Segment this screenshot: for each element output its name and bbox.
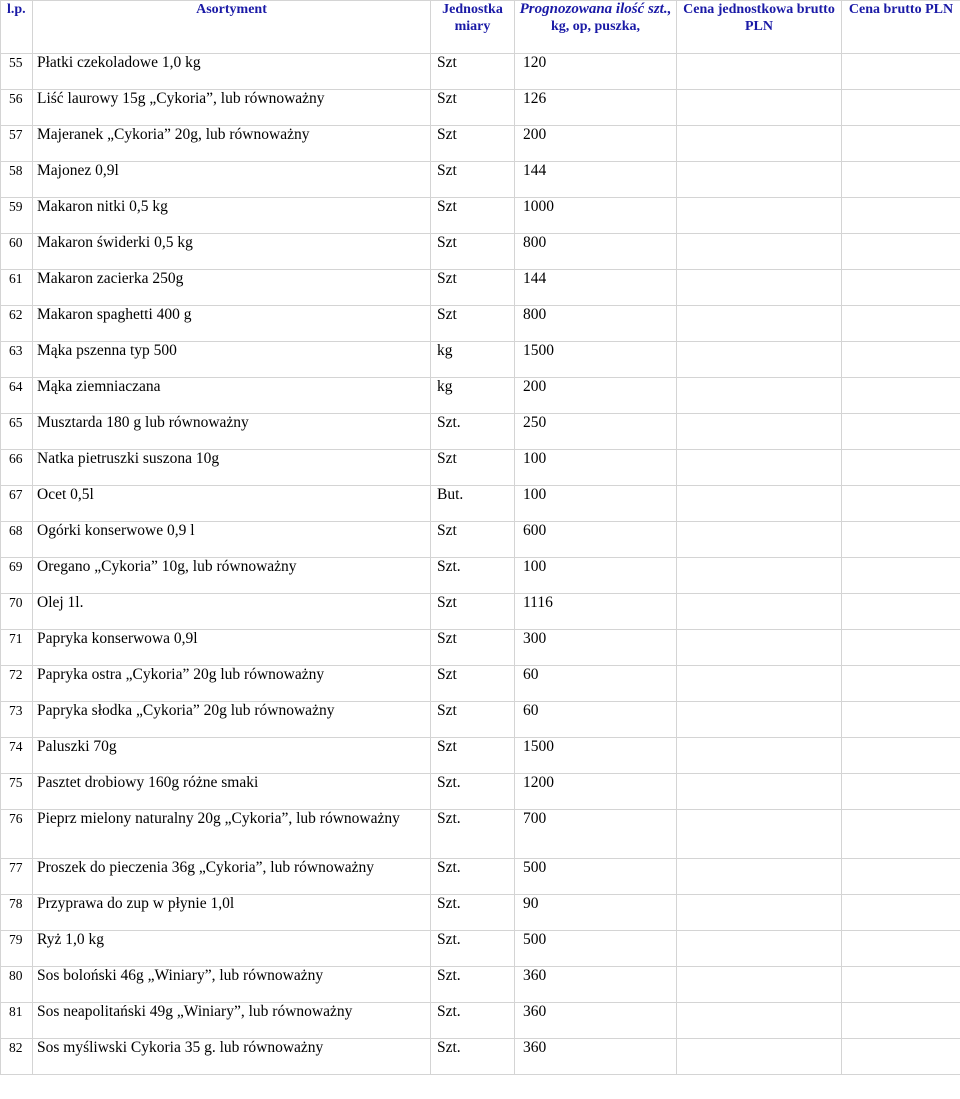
row-unit: Szt	[431, 702, 515, 738]
row-assortment: Paluszki 70g	[33, 738, 431, 774]
row-unit-price	[677, 126, 842, 162]
row-assortment: Natka pietruszki suszona 10g	[33, 450, 431, 486]
row-number: 79	[1, 931, 33, 967]
row-number: 55	[1, 54, 33, 90]
row-assortment: Musztarda 180 g lub równoważny	[33, 414, 431, 450]
row-assortment: Oregano „Cykoria” 10g, lub równoważny	[33, 558, 431, 594]
row-total-price	[842, 342, 960, 378]
row-assortment: Makaron nitki 0,5 kg	[33, 198, 431, 234]
row-unit-price	[677, 342, 842, 378]
row-unit-price	[677, 378, 842, 414]
row-unit-price	[677, 54, 842, 90]
header-total-price: Cena brutto PLN	[842, 1, 960, 54]
row-unit-price	[677, 967, 842, 1003]
row-unit-price	[677, 594, 842, 630]
row-forecast-qty: 800	[515, 234, 677, 270]
row-forecast-qty: 1000	[515, 198, 677, 234]
row-unit: kg	[431, 378, 515, 414]
table-row	[1, 450, 960, 486]
row-unit: Szt.	[431, 558, 515, 594]
row-assortment: Pasztet drobiowy 160g różne smaki	[33, 774, 431, 810]
row-assortment: Przyprawa do zup w płynie 1,0l	[33, 895, 431, 931]
row-total-price	[842, 1039, 960, 1075]
table-row	[1, 306, 960, 342]
row-unit: Szt	[431, 234, 515, 270]
row-total-price	[842, 738, 960, 774]
row-assortment: Makaron świderki 0,5 kg	[33, 234, 431, 270]
row-number: 72	[1, 666, 33, 702]
row-unit: Szt	[431, 306, 515, 342]
row-number: 59	[1, 198, 33, 234]
row-unit-price	[677, 270, 842, 306]
row-unit-price	[677, 630, 842, 666]
row-total-price	[842, 967, 960, 1003]
row-number: 67	[1, 486, 33, 522]
row-forecast-qty: 360	[515, 1003, 677, 1039]
row-unit: kg	[431, 342, 515, 378]
row-number: 66	[1, 450, 33, 486]
row-forecast-qty: 100	[515, 450, 677, 486]
row-total-price	[842, 378, 960, 414]
table-row	[1, 702, 960, 738]
table-row	[1, 54, 960, 90]
row-assortment: Olej 1l.	[33, 594, 431, 630]
row-unit: Szt.	[431, 810, 515, 859]
header-unit: Jednostka miary	[431, 1, 515, 54]
row-forecast-qty: 360	[515, 967, 677, 1003]
row-assortment: Ocet 0,5l	[33, 486, 431, 522]
table-row	[1, 342, 960, 378]
row-total-price	[842, 859, 960, 895]
row-unit: Szt.	[431, 859, 515, 895]
row-total-price	[842, 270, 960, 306]
table-row	[1, 558, 960, 594]
row-number: 74	[1, 738, 33, 774]
row-unit: But.	[431, 486, 515, 522]
row-number: 70	[1, 594, 33, 630]
table-row	[1, 1003, 960, 1039]
row-unit: Szt.	[431, 1003, 515, 1039]
row-total-price	[842, 594, 960, 630]
row-number: 61	[1, 270, 33, 306]
row-assortment: Papryka słodka „Cykoria” 20g lub równoważny	[33, 702, 431, 738]
header-forecast-qty-line2: kg, op, puszka,	[550, 19, 641, 34]
row-total-price	[842, 486, 960, 522]
row-number: 78	[1, 895, 33, 931]
table-row	[1, 378, 960, 414]
row-unit-price	[677, 1039, 842, 1075]
row-total-price	[842, 198, 960, 234]
row-forecast-qty: 1116	[515, 594, 677, 630]
table-row	[1, 967, 960, 1003]
row-forecast-qty: 800	[515, 306, 677, 342]
row-unit-price	[677, 810, 842, 859]
row-number: 68	[1, 522, 33, 558]
row-forecast-qty: 250	[515, 414, 677, 450]
row-unit-price	[677, 486, 842, 522]
row-assortment: Majeranek „Cykoria” 20g, lub równoważny	[33, 126, 431, 162]
table-row	[1, 666, 960, 702]
row-number: 65	[1, 414, 33, 450]
row-unit: Szt	[431, 450, 515, 486]
row-assortment: Sos neapolitański 49g „Winiary”, lub równoważny	[33, 1003, 431, 1039]
row-total-price	[842, 774, 960, 810]
row-number: 82	[1, 1039, 33, 1075]
row-forecast-qty: 120	[515, 54, 677, 90]
row-forecast-qty: 200	[515, 378, 677, 414]
row-unit-price	[677, 558, 842, 594]
row-total-price	[842, 666, 960, 702]
row-unit: Szt.	[431, 774, 515, 810]
row-assortment: Mąka pszenna typ 500	[33, 342, 431, 378]
row-unit: Szt.	[431, 931, 515, 967]
row-number: 69	[1, 558, 33, 594]
table-row	[1, 522, 960, 558]
row-assortment: Sos boloński 46g „Winiary”, lub równoważny	[33, 967, 431, 1003]
row-forecast-qty: 1500	[515, 342, 677, 378]
row-forecast-qty: 100	[515, 558, 677, 594]
row-unit: Szt	[431, 666, 515, 702]
row-forecast-qty: 360	[515, 1039, 677, 1075]
row-unit: Szt	[431, 90, 515, 126]
row-unit: Szt	[431, 126, 515, 162]
row-unit-price	[677, 414, 842, 450]
header-forecast-qty	[515, 1, 677, 54]
row-assortment: Makaron spaghetti 400 g	[33, 306, 431, 342]
table-row	[1, 810, 960, 859]
row-unit-price	[677, 162, 842, 198]
row-total-price	[842, 126, 960, 162]
row-total-price	[842, 450, 960, 486]
row-number: 76	[1, 810, 33, 859]
row-number: 77	[1, 859, 33, 895]
row-forecast-qty: 500	[515, 931, 677, 967]
row-total-price	[842, 810, 960, 859]
row-unit-price	[677, 1003, 842, 1039]
row-number: 60	[1, 234, 33, 270]
table-row	[1, 90, 960, 126]
row-forecast-qty: 144	[515, 270, 677, 306]
row-unit-price	[677, 859, 842, 895]
row-assortment: Ryż 1,0 kg	[33, 931, 431, 967]
row-unit-price	[677, 450, 842, 486]
row-unit: Szt	[431, 198, 515, 234]
row-unit-price	[677, 522, 842, 558]
row-assortment: Majonez 0,9l	[33, 162, 431, 198]
table-row	[1, 198, 960, 234]
row-unit: Szt.	[431, 967, 515, 1003]
row-total-price	[842, 702, 960, 738]
row-assortment: Liść laurowy 15g „Cykoria”, lub równoważny	[33, 90, 431, 126]
row-unit-price	[677, 90, 842, 126]
row-unit-price	[677, 702, 842, 738]
row-forecast-qty: 1500	[515, 738, 677, 774]
row-unit-price	[677, 198, 842, 234]
row-assortment: Pieprz mielony naturalny 20g „Cykoria”, lub równoważny	[33, 810, 431, 859]
row-total-price	[842, 1003, 960, 1039]
row-number: 75	[1, 774, 33, 810]
row-forecast-qty: 100	[515, 486, 677, 522]
table-row	[1, 630, 960, 666]
row-forecast-qty: 126	[515, 90, 677, 126]
table-row	[1, 774, 960, 810]
row-assortment: Papryka ostra „Cykoria” 20g lub równoważny	[33, 666, 431, 702]
row-total-price	[842, 234, 960, 270]
table-row	[1, 895, 960, 931]
row-total-price	[842, 630, 960, 666]
row-total-price	[842, 522, 960, 558]
row-assortment: Ogórki konserwowe 0,9 l	[33, 522, 431, 558]
row-unit: Szt	[431, 630, 515, 666]
row-number: 71	[1, 630, 33, 666]
row-forecast-qty: 90	[515, 895, 677, 931]
row-assortment: Proszek do pieczenia 36g „Cykoria”, lub równoważny	[33, 859, 431, 895]
row-total-price	[842, 162, 960, 198]
table-row	[1, 859, 960, 895]
table-row	[1, 270, 960, 306]
row-forecast-qty: 500	[515, 859, 677, 895]
row-unit-price	[677, 306, 842, 342]
row-assortment: Sos myśliwski Cykoria 35 g. lub równoważny	[33, 1039, 431, 1075]
header-lp: l.p.	[1, 1, 33, 54]
row-forecast-qty: 1200	[515, 774, 677, 810]
row-unit: Szt	[431, 162, 515, 198]
row-number: 57	[1, 126, 33, 162]
header-forecast-qty-line1: Prognozowana ilość szt.,	[519, 1, 672, 17]
header-assortment: Asortyment	[33, 1, 431, 54]
row-unit-price	[677, 666, 842, 702]
row-total-price	[842, 306, 960, 342]
row-total-price	[842, 90, 960, 126]
row-unit: Szt.	[431, 414, 515, 450]
table-row	[1, 126, 960, 162]
header-unit-price: Cena jednostkowa brutto PLN	[677, 1, 842, 54]
table-row	[1, 931, 960, 967]
table-row	[1, 594, 960, 630]
table-row	[1, 234, 960, 270]
row-number: 63	[1, 342, 33, 378]
table-row	[1, 414, 960, 450]
table-row	[1, 486, 960, 522]
row-assortment: Mąka ziemniaczana	[33, 378, 431, 414]
row-assortment: Makaron zacierka 250g	[33, 270, 431, 306]
row-forecast-qty: 300	[515, 630, 677, 666]
row-unit: Szt	[431, 270, 515, 306]
row-unit-price	[677, 738, 842, 774]
row-number: 58	[1, 162, 33, 198]
row-unit-price	[677, 234, 842, 270]
table-body	[1, 54, 960, 1075]
row-unit-price	[677, 774, 842, 810]
row-unit-price	[677, 931, 842, 967]
row-unit-price	[677, 895, 842, 931]
row-unit: Szt	[431, 738, 515, 774]
row-forecast-qty: 200	[515, 126, 677, 162]
row-forecast-qty: 144	[515, 162, 677, 198]
row-forecast-qty: 700	[515, 810, 677, 859]
row-total-price	[842, 931, 960, 967]
row-number: 81	[1, 1003, 33, 1039]
row-number: 80	[1, 967, 33, 1003]
row-number: 56	[1, 90, 33, 126]
row-number: 62	[1, 306, 33, 342]
table-row	[1, 738, 960, 774]
row-number: 64	[1, 378, 33, 414]
row-unit: Szt.	[431, 1039, 515, 1075]
row-forecast-qty: 60	[515, 666, 677, 702]
row-assortment: Papryka konserwowa 0,9l	[33, 630, 431, 666]
row-total-price	[842, 558, 960, 594]
row-forecast-qty: 60	[515, 702, 677, 738]
table-row	[1, 1039, 960, 1075]
row-forecast-qty: 600	[515, 522, 677, 558]
table-row	[1, 162, 960, 198]
row-unit: Szt.	[431, 895, 515, 931]
header-row	[1, 1, 960, 54]
row-total-price	[842, 414, 960, 450]
row-total-price	[842, 895, 960, 931]
row-unit: Szt	[431, 54, 515, 90]
row-assortment: Płatki czekoladowe 1,0 kg	[33, 54, 431, 90]
row-unit: Szt	[431, 522, 515, 558]
row-number: 73	[1, 702, 33, 738]
row-unit: Szt	[431, 594, 515, 630]
row-total-price	[842, 54, 960, 90]
